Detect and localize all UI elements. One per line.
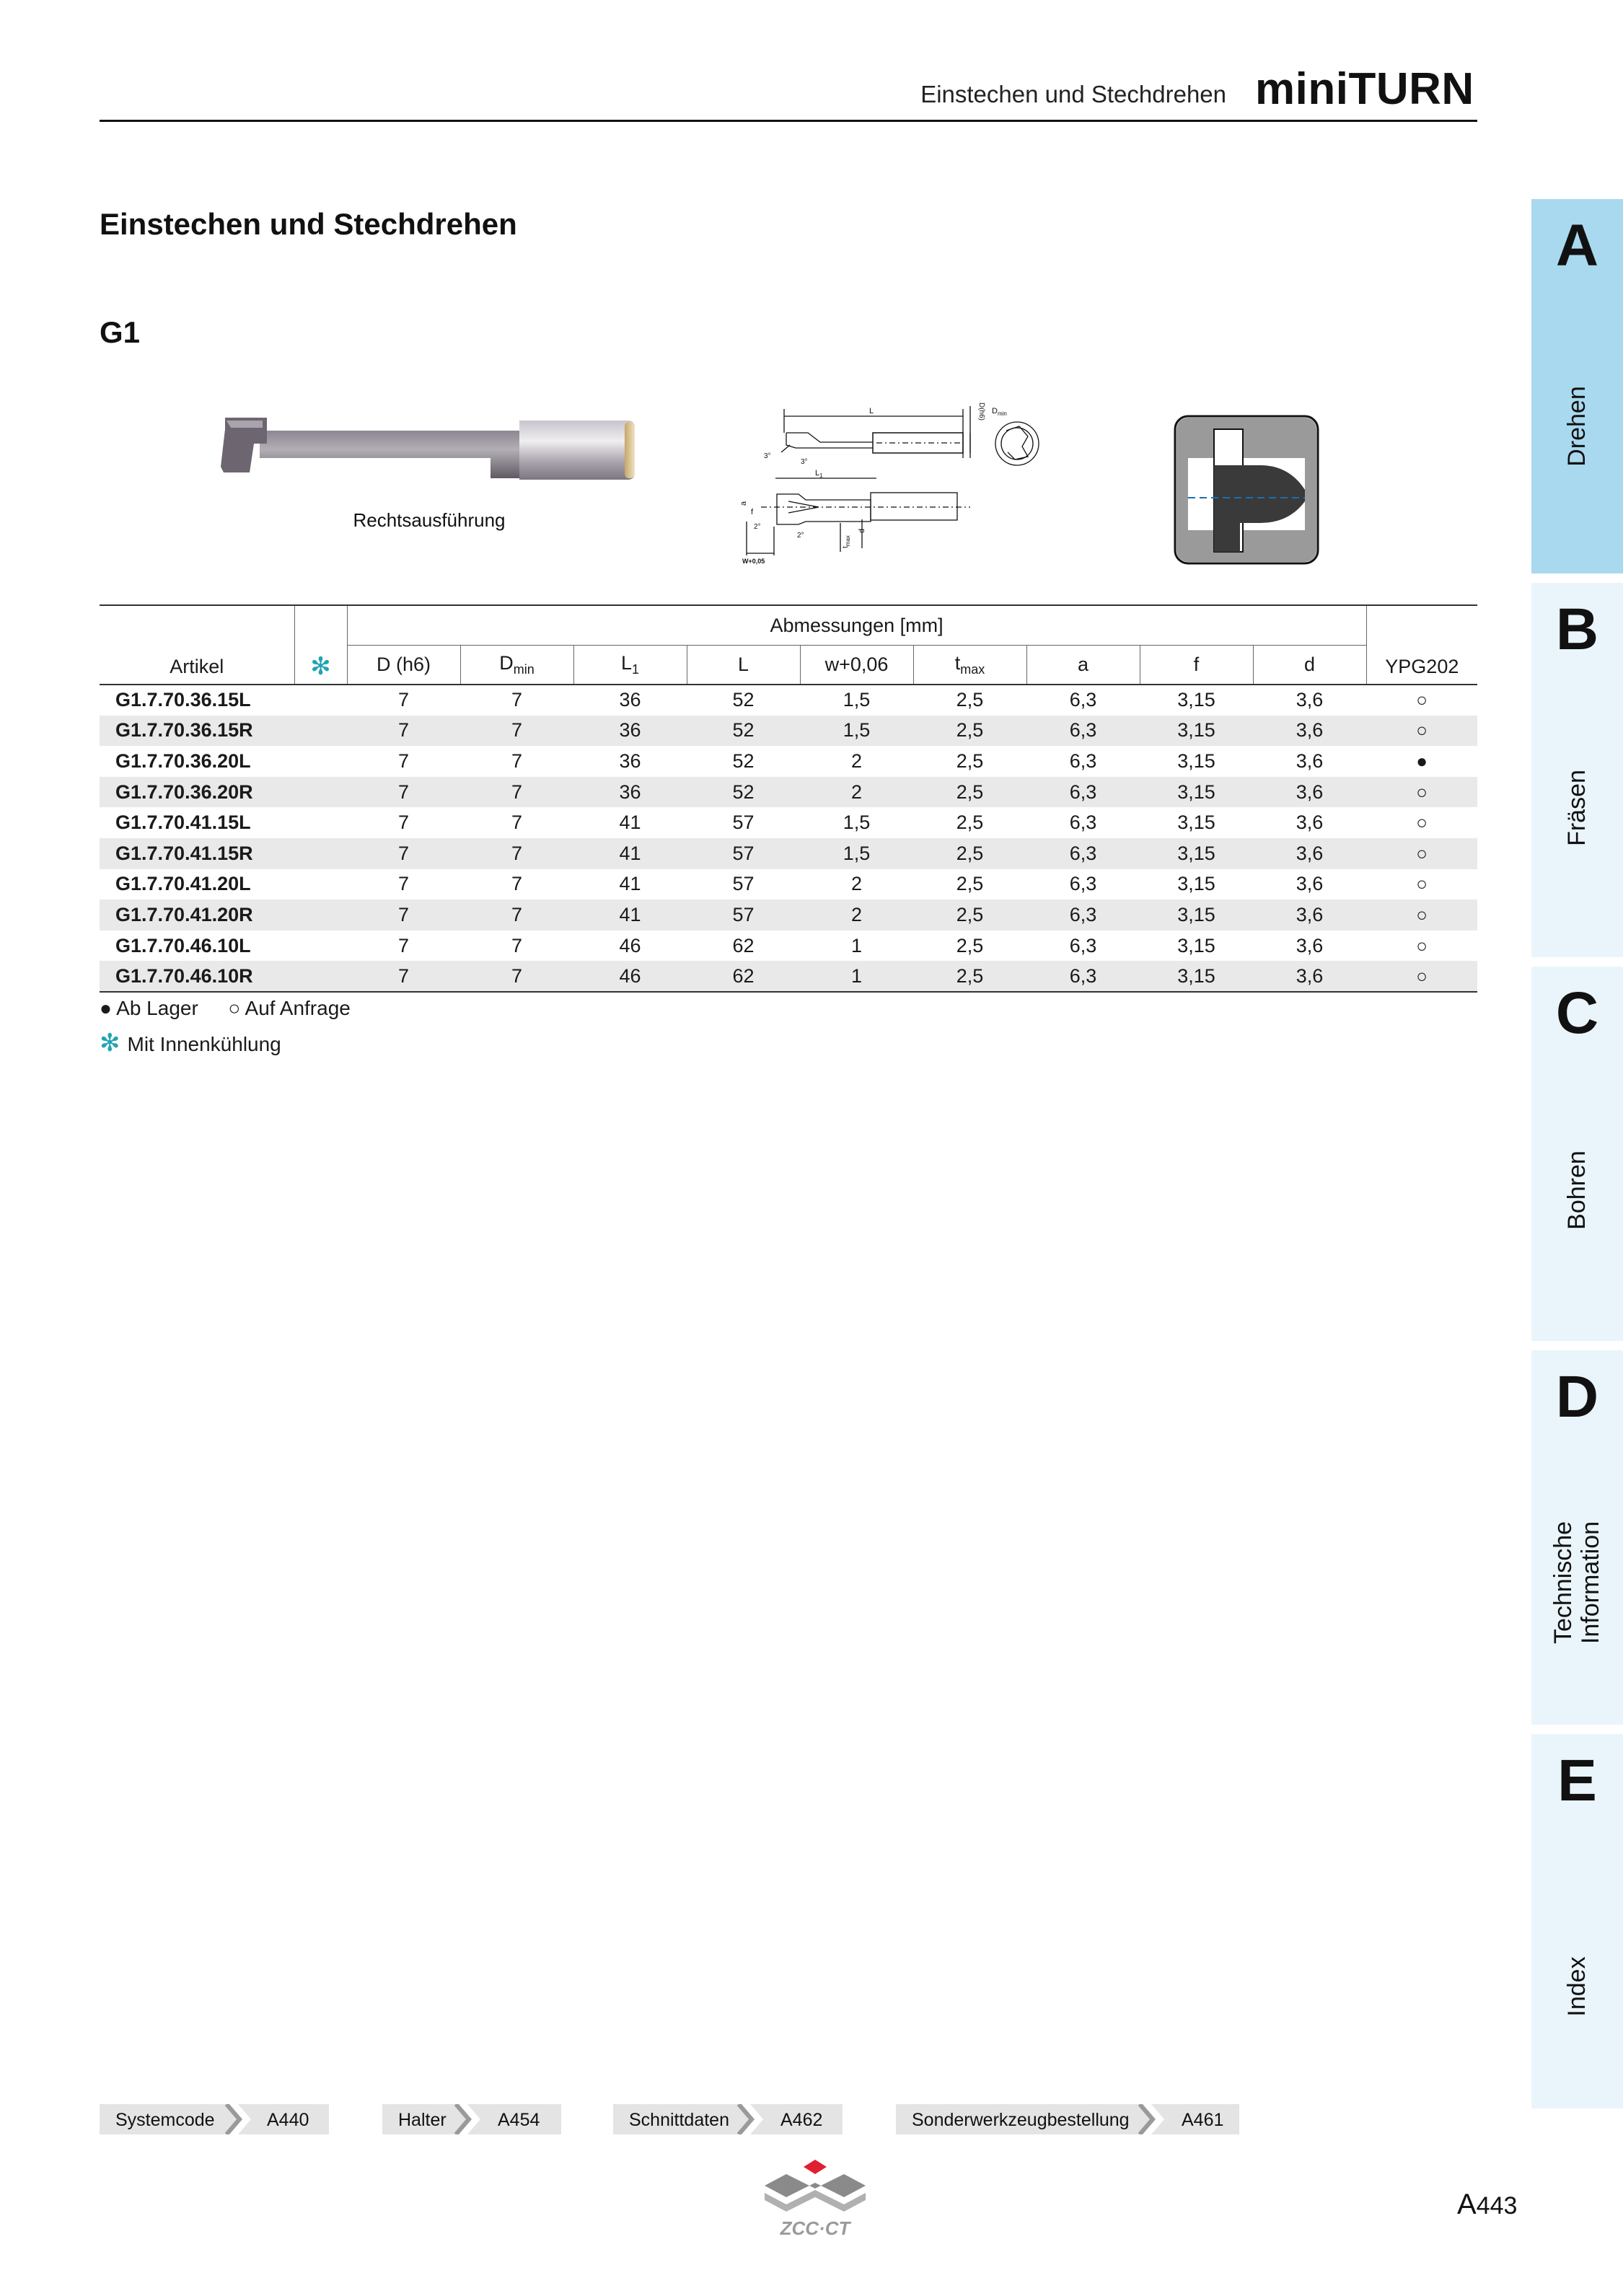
cell-w: 2 xyxy=(850,749,863,772)
cell-artikel: G1.7.70.46.10R xyxy=(100,961,294,992)
cell-d-h6: 7 xyxy=(397,903,410,925)
dim-label-dh6: D(h6) xyxy=(977,403,985,421)
cell-grade: ○ xyxy=(1416,873,1428,895)
table-row xyxy=(100,869,1477,900)
cell-artikel: G1.7.70.36.15L xyxy=(115,689,251,711)
dim-label-a: a xyxy=(739,501,748,506)
side-tab-b[interactable] xyxy=(1531,583,1623,957)
snowflake-icon: ✻ xyxy=(100,1029,120,1057)
cell-d: 3,6 xyxy=(1296,934,1324,956)
dim-label-tmax: $t_{max}$ xyxy=(842,535,851,548)
cell-f: 3,15 xyxy=(1177,780,1215,803)
cell-grade: ○ xyxy=(1416,719,1428,742)
cell-artikel: G1.7.70.41.15R xyxy=(115,842,253,864)
dim-label-f: f xyxy=(751,508,754,516)
cell-tmax: 2,5 xyxy=(956,689,984,711)
header-d-h6: D (h6) xyxy=(347,646,460,685)
cell-artikel: G1.7.70.41.20L xyxy=(115,873,251,895)
table-row xyxy=(100,716,1477,747)
cell-l: 62 xyxy=(687,961,800,992)
cell-d: 3,6 xyxy=(1296,842,1324,864)
side-tab-label: Index xyxy=(1563,1956,1591,2017)
cell-dmin: 7 xyxy=(511,749,523,772)
cell-tmax: 2,5 xyxy=(956,811,984,834)
cell-artikel: G1.7.70.36.15R xyxy=(115,719,253,742)
cell-d-h6: 7 xyxy=(397,873,410,895)
cell-w: 2 xyxy=(850,873,863,895)
ref-page: A454 xyxy=(498,2110,540,2130)
cell-f: 3,15 xyxy=(1177,934,1215,956)
dim-label-2deg-b: 2° xyxy=(797,532,804,540)
cell-d: 3,6 xyxy=(1296,811,1324,834)
side-tab-e[interactable] xyxy=(1531,1734,1623,2108)
cell-d-h6: 7 xyxy=(397,842,410,864)
cell-d-h6: 7 xyxy=(397,934,410,956)
cell-w: 2 xyxy=(850,903,863,925)
group-title: G1 xyxy=(100,315,141,349)
cell-l: 62 xyxy=(732,934,755,956)
dim-label-dmin: $D_{min}$ xyxy=(992,407,1007,417)
spec-table xyxy=(100,604,1477,993)
cell-a: 6,3 xyxy=(1069,689,1097,711)
request-symbol: ○ xyxy=(228,997,241,1019)
section-title: Einstechen und Stechdrehen xyxy=(100,207,517,241)
chevron-right-icon xyxy=(225,2104,251,2134)
cell-artikel: G1.7.70.46.10L xyxy=(115,934,251,956)
cell-grade: ○ xyxy=(1416,934,1428,956)
cell-f: 3,15 xyxy=(1177,842,1215,864)
dim-label-3deg-a: 3° xyxy=(764,452,771,460)
cell-grade: ○ xyxy=(1416,811,1428,834)
cell-grade: ○ xyxy=(1416,842,1428,864)
dim-label-2deg-a: 2° xyxy=(754,523,761,531)
cell-tmax: 2,5 xyxy=(956,719,984,742)
cell-a: 6,3 xyxy=(1069,811,1097,834)
cell-a: 6,3 xyxy=(1069,903,1097,925)
cell-dmin: 7 xyxy=(511,934,523,956)
ref-name: Sonderwerkzeugbestellung xyxy=(912,2110,1130,2130)
cell-l: 52 xyxy=(732,780,755,803)
table-row xyxy=(100,777,1477,808)
cell-artikel: G1.7.70.36.20L xyxy=(115,749,251,772)
cell-coolant xyxy=(294,961,347,992)
cell-l: 52 xyxy=(732,689,755,711)
cell-coolant xyxy=(294,931,347,962)
header-title: Einstechen und Stechdrehen xyxy=(920,81,1226,107)
dim-label-l1: $L_1$ xyxy=(815,469,823,479)
cell-coolant xyxy=(294,869,347,900)
cell-grade: ○ xyxy=(1416,780,1428,803)
cell-d-h6: 7 xyxy=(397,689,410,711)
cell-l1: 41 xyxy=(619,811,641,834)
ref-name: Systemcode xyxy=(115,2110,215,2130)
cell-d: 3,6 xyxy=(1296,780,1324,803)
cell-dmin: 7 xyxy=(511,689,523,711)
cell-d-h6: 7 xyxy=(397,749,410,772)
cell-tmax: 2,5 xyxy=(913,961,1026,992)
cell-grade: ● xyxy=(1416,749,1428,772)
side-tab-label: Bohren xyxy=(1563,1151,1591,1230)
cell-l1: 46 xyxy=(619,934,641,956)
cell-l: 57 xyxy=(732,811,755,834)
cell-dmin: 7 xyxy=(511,873,523,895)
cell-tmax: 2,5 xyxy=(956,934,984,956)
cell-coolant xyxy=(294,716,347,747)
cell-tmax: 2,5 xyxy=(956,903,984,925)
cell-l: 52 xyxy=(732,719,755,742)
side-tab-letter: C xyxy=(1555,980,1599,1046)
ref-sonderwerkzeug[interactable] xyxy=(896,2104,1239,2134)
cell-w: 1 xyxy=(850,934,863,956)
dim-label-3deg-b: 3° xyxy=(801,458,808,466)
request-label: Auf Anfrage xyxy=(245,997,351,1019)
cell-tmax: 2,5 xyxy=(956,749,984,772)
cell-l: 52 xyxy=(732,749,755,772)
header-l1: $L_1$ xyxy=(573,646,687,685)
side-tab-letter: D xyxy=(1555,1364,1599,1430)
table-row xyxy=(100,807,1477,838)
cell-dmin: 7 xyxy=(511,903,523,925)
dim-label-d: d xyxy=(858,528,866,533)
tool-photo xyxy=(216,415,642,487)
header-w: w+0,06 xyxy=(800,646,913,685)
cell-coolant xyxy=(294,838,347,869)
cell-coolant xyxy=(294,685,347,716)
cell-f: 3,15 xyxy=(1140,961,1253,992)
dimension-drawing xyxy=(732,400,1064,566)
cell-f: 3,15 xyxy=(1177,873,1215,895)
ref-systemcode[interactable] xyxy=(100,2104,329,2134)
page-number: A443 xyxy=(1457,2189,1518,2220)
cell-d-h6: 7 xyxy=(397,719,410,742)
side-tab-letter: A xyxy=(1555,213,1599,278)
cell-grade: ○ xyxy=(1416,689,1428,711)
dim-label-l: L xyxy=(869,407,874,415)
header-tmax: $t_{max}$ xyxy=(913,646,1026,685)
side-tab-letter: B xyxy=(1555,597,1599,662)
cell-w: 1,5 xyxy=(843,689,871,711)
table-row xyxy=(100,685,1477,716)
ref-page: A440 xyxy=(267,2110,309,2130)
cell-coolant xyxy=(294,807,347,838)
side-tab-a[interactable] xyxy=(1531,199,1623,573)
cell-w: 1,5 xyxy=(843,842,871,864)
side-tab-letter: E xyxy=(1557,1748,1597,1813)
cell-grade: ○ xyxy=(1366,961,1477,992)
cell-d: 3,6 xyxy=(1296,903,1324,925)
ref-name: Schnittdaten xyxy=(629,2110,729,2130)
cell-w: 1,5 xyxy=(843,719,871,742)
header-artikel: Artikel xyxy=(100,605,294,685)
cell-d: 3,6 xyxy=(1253,961,1366,992)
cell-l: 57 xyxy=(732,842,755,864)
side-tab-label: Technische Information xyxy=(1549,1521,1604,1645)
cell-dmin: 7 xyxy=(460,961,573,992)
header-brand: miniTURN xyxy=(1255,64,1474,114)
cell-w: 1,5 xyxy=(843,811,871,834)
cell-tmax: 2,5 xyxy=(956,780,984,803)
cell-tmax: 2,5 xyxy=(956,842,984,864)
cell-d: 3,6 xyxy=(1296,873,1324,895)
legend-availability xyxy=(100,997,351,1020)
header-l: L xyxy=(687,646,800,685)
side-tab-c[interactable] xyxy=(1531,967,1623,1341)
cell-l1: 36 xyxy=(619,689,641,711)
cell-d: 3,6 xyxy=(1296,689,1324,711)
header-dmin: $D_{min}$ xyxy=(460,646,573,685)
ref-schnittdaten[interactable] xyxy=(613,2104,843,2134)
cell-f: 3,15 xyxy=(1177,811,1215,834)
cell-a: 6,3 xyxy=(1026,961,1140,992)
cell-d: 3,6 xyxy=(1296,719,1324,742)
stock-symbol: ● xyxy=(100,997,112,1019)
cell-l1: 36 xyxy=(619,780,641,803)
dim-label-w: W+0,05 xyxy=(742,558,765,565)
header-dimensions: Abmessungen [mm] xyxy=(347,605,1366,646)
cell-f: 3,15 xyxy=(1177,749,1215,772)
cell-l1: 36 xyxy=(619,719,641,742)
chevron-right-icon xyxy=(737,2104,763,2134)
cell-dmin: 7 xyxy=(511,842,523,864)
cell-l1: 41 xyxy=(619,873,641,895)
side-tab-label: Drehen xyxy=(1563,386,1591,467)
cell-f: 3,15 xyxy=(1177,903,1215,925)
cell-a: 6,3 xyxy=(1069,780,1097,803)
cell-d-h6: 7 xyxy=(347,961,460,992)
cell-dmin: 7 xyxy=(511,780,523,803)
cell-f: 3,15 xyxy=(1177,719,1215,742)
cell-coolant xyxy=(294,777,347,808)
ref-page: A462 xyxy=(780,2110,823,2130)
header-f: f xyxy=(1140,646,1253,685)
cell-a: 6,3 xyxy=(1069,934,1097,956)
header-a: a xyxy=(1026,646,1140,685)
cell-artikel: G1.7.70.41.20R xyxy=(115,903,253,925)
cell-coolant xyxy=(294,900,347,931)
cell-grade: ○ xyxy=(1416,903,1428,925)
cell-d: 3,6 xyxy=(1296,749,1324,772)
chevron-right-icon xyxy=(1138,2104,1164,2134)
table-row xyxy=(100,900,1477,931)
side-tab-label: Fräsen xyxy=(1563,770,1591,846)
header-grade: YPG202 xyxy=(1366,605,1477,685)
cell-a: 6,3 xyxy=(1069,873,1097,895)
cell-coolant xyxy=(294,746,347,777)
cell-a: 6,3 xyxy=(1069,842,1097,864)
legend-coolant xyxy=(100,1029,281,1057)
table-row xyxy=(100,961,1477,992)
ref-page: A461 xyxy=(1182,2110,1224,2130)
cell-l1: 46 xyxy=(573,961,687,992)
cell-a: 6,3 xyxy=(1069,749,1097,772)
ref-halter[interactable] xyxy=(382,2104,561,2134)
table-row xyxy=(100,838,1477,869)
cell-l: 57 xyxy=(732,873,755,895)
coolant-label: Mit Innenkühlung xyxy=(127,1033,281,1055)
side-tab-d[interactable] xyxy=(1531,1350,1623,1725)
chevron-right-icon xyxy=(454,2104,480,2134)
cell-dmin: 7 xyxy=(511,811,523,834)
cell-artikel: G1.7.70.36.20R xyxy=(115,780,253,803)
cell-l1: 41 xyxy=(619,842,641,864)
cell-l1: 36 xyxy=(619,749,641,772)
ref-name: Halter xyxy=(398,2110,447,2130)
cell-dmin: 7 xyxy=(511,719,523,742)
application-sketch xyxy=(1174,415,1319,565)
header-d: d xyxy=(1253,646,1366,685)
cell-l: 57 xyxy=(732,903,755,925)
zcc-ct-logo xyxy=(757,2157,873,2243)
table-row xyxy=(100,746,1477,777)
stock-label: Ab Lager xyxy=(116,997,198,1019)
snowflake-icon: ✻ xyxy=(310,653,331,680)
cell-w: 2 xyxy=(850,780,863,803)
table-row xyxy=(100,931,1477,962)
cell-a: 6,3 xyxy=(1069,719,1097,742)
header-coolant xyxy=(294,605,347,685)
svg-text:ZCC·CT: ZCC·CT xyxy=(780,2217,850,2239)
product-caption: Rechtsausführung xyxy=(353,509,506,531)
cell-l1: 41 xyxy=(619,903,641,925)
cell-d-h6: 7 xyxy=(397,780,410,803)
cell-tmax: 2,5 xyxy=(956,873,984,895)
cell-f: 3,15 xyxy=(1177,689,1215,711)
cell-d-h6: 7 xyxy=(397,811,410,834)
cell-w: 1 xyxy=(800,961,913,992)
header-divider xyxy=(100,120,1477,122)
cell-artikel: G1.7.70.41.15L xyxy=(115,811,251,834)
